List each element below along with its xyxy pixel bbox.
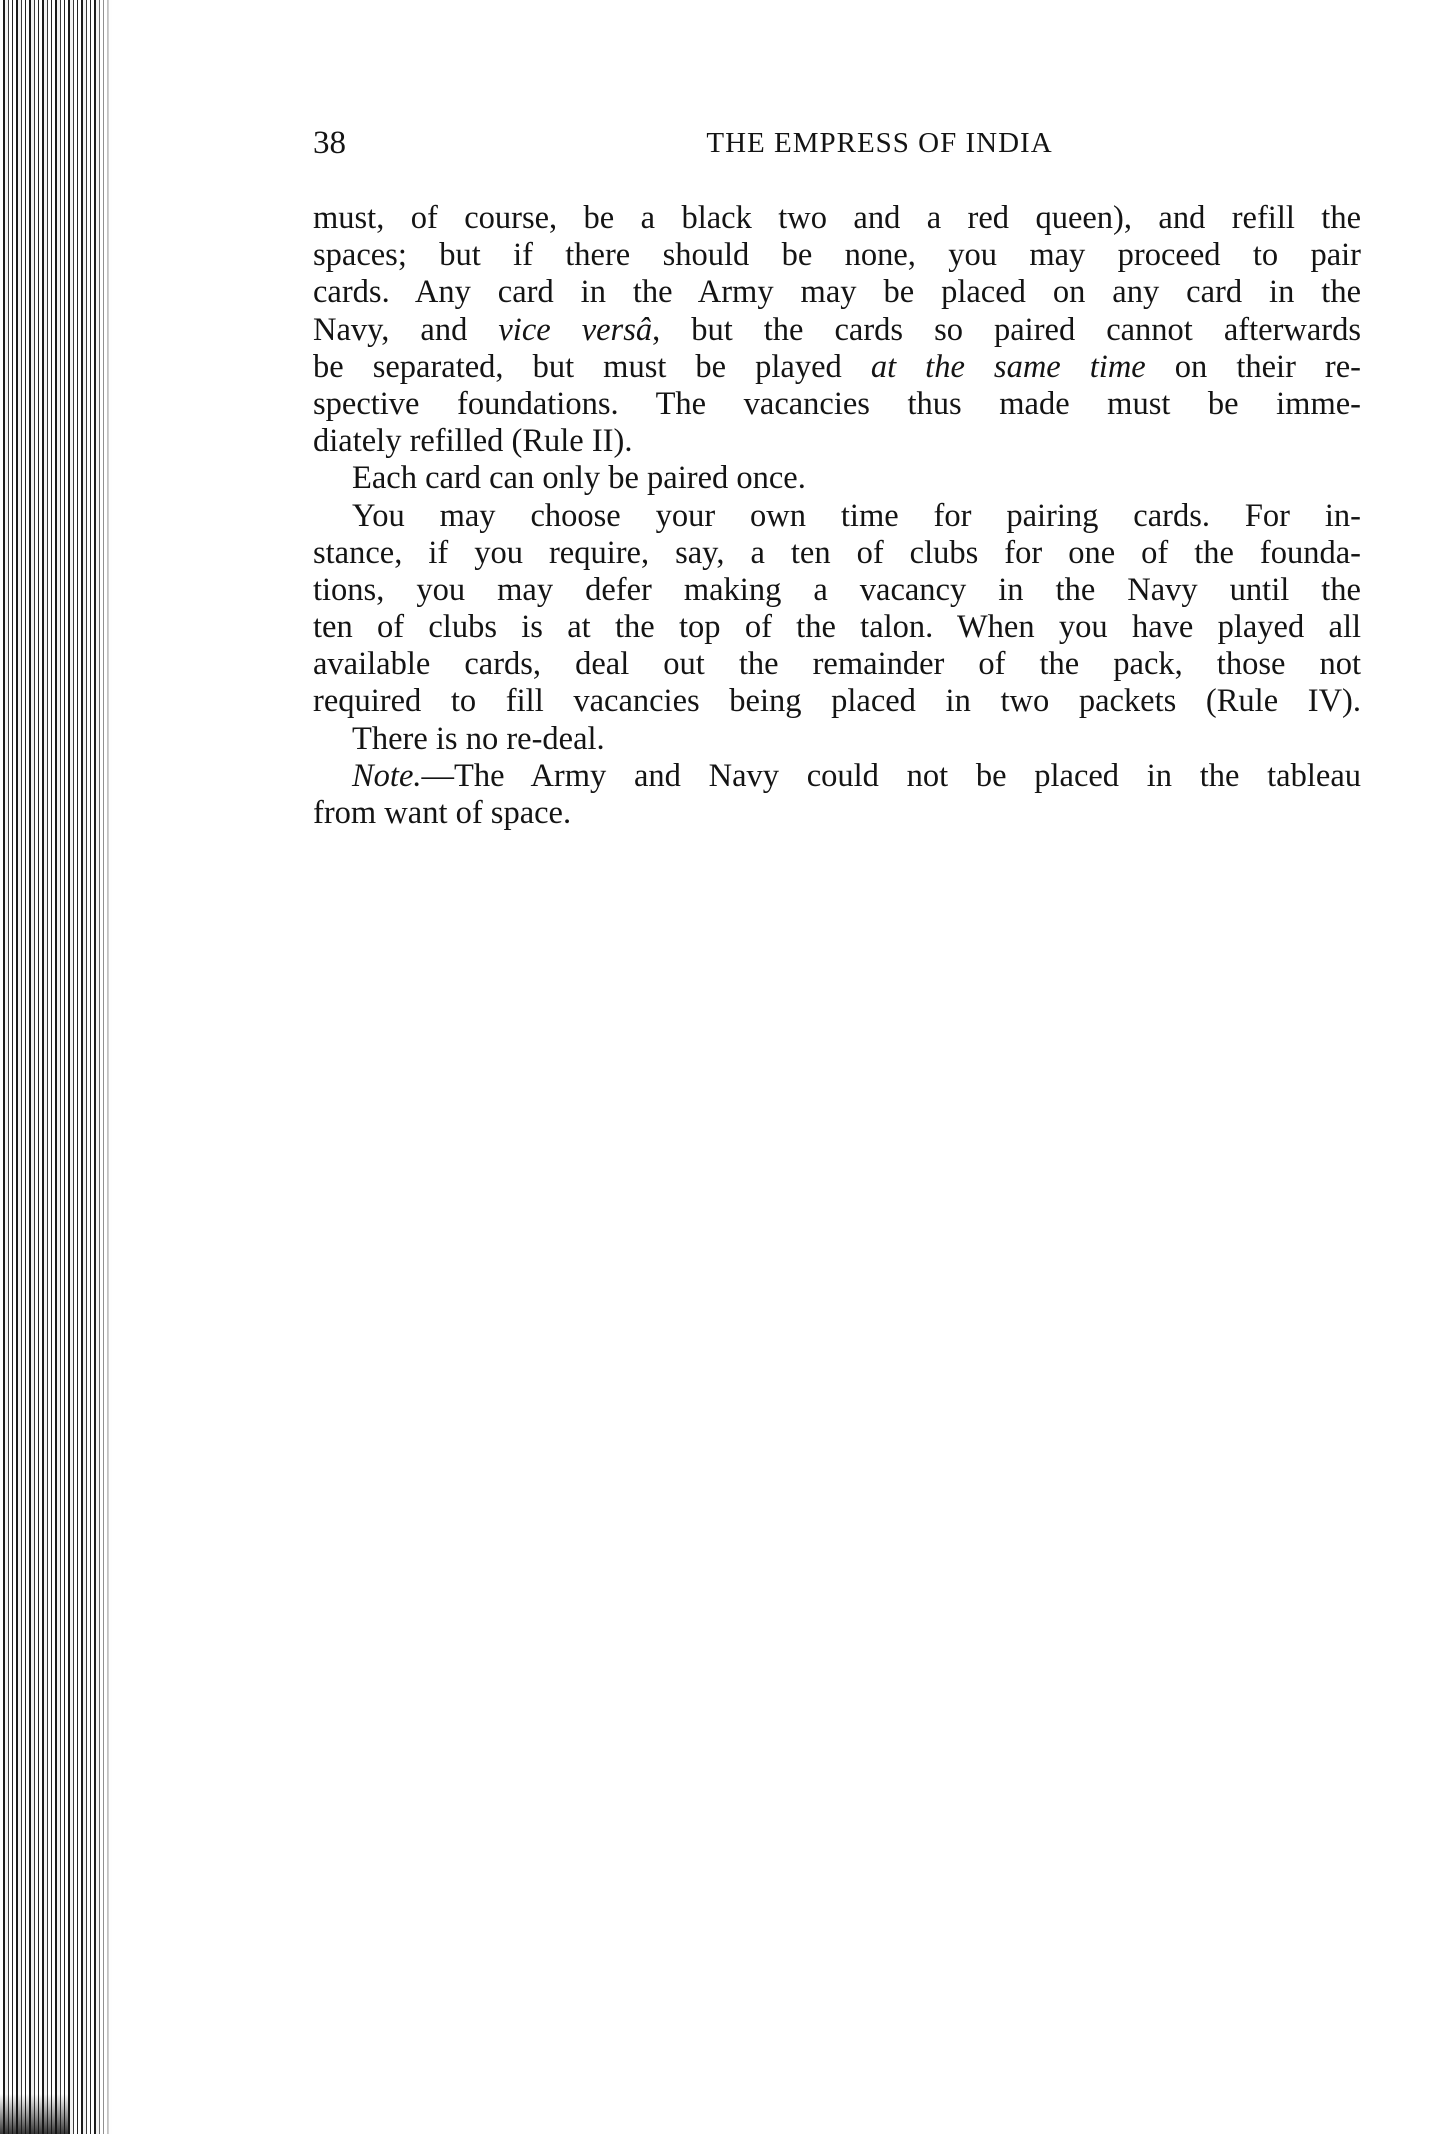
text-run: Each card can only be paired once.	[352, 460, 806, 497]
text-run: spaces; but if there should be none, you may proceed to pair	[313, 237, 1361, 274]
text-line	[313, 349, 1361, 386]
text-line	[313, 423, 1361, 460]
page-header	[313, 123, 1361, 163]
page-edge-shadow	[0, 2094, 70, 2134]
text-run: diately refilled (Rule II).	[313, 423, 633, 460]
text-line	[313, 683, 1361, 720]
text-line	[313, 572, 1361, 609]
italic-text: at the same time	[870, 348, 1146, 385]
text-line	[313, 274, 1361, 311]
page-edge-binding	[0, 0, 112, 2134]
text-run: , but the cards so paired cannot afterwards	[652, 311, 1361, 348]
text-line	[313, 200, 1361, 237]
text-run: You may choose your own time for pairing cards. For in-	[352, 497, 1361, 534]
running-head: THE EMPRESS OF INDIA	[706, 127, 1053, 159]
text-run: stance, if you require, say, a ten of clubs for one of the founda-	[313, 534, 1361, 571]
text-run: on their re-	[1145, 348, 1362, 385]
text-line	[313, 237, 1361, 274]
text-run: spective foundations. The vacancies thus made must be imme-	[313, 385, 1361, 422]
text-run: required to fill vacancies being placed in two packets (Rule IV).	[313, 683, 1361, 720]
text-line	[313, 535, 1361, 572]
text-run: There is no re-deal.	[352, 720, 605, 757]
text-run: available cards, deal out the remainder of the pack, those not	[313, 646, 1361, 683]
text-run: cards. Any card in the Army may be placed on any card in the	[313, 274, 1361, 311]
text-line	[313, 646, 1361, 683]
text-run: from want of space.	[313, 795, 572, 831]
page-number: 38	[313, 125, 346, 161]
text-run: —The Army and Navy could not be placed in the tableau	[421, 757, 1361, 794]
text-line	[313, 721, 1361, 758]
italic-text: vice versâ	[498, 311, 653, 348]
text-run: must, of course, be a black two and a red queen), and refill the	[313, 200, 1361, 236]
body-text	[313, 200, 1361, 832]
text-line	[313, 609, 1361, 646]
italic-text: Note.	[352, 757, 422, 794]
text-run: Navy, and	[313, 311, 499, 348]
text-line	[313, 498, 1361, 535]
text-run: ten of clubs is at the top of the talon. When you have played all	[313, 609, 1361, 646]
text-line	[313, 758, 1361, 795]
text-line	[313, 460, 1361, 497]
text-line	[313, 386, 1361, 423]
text-run: be separated, but must be played	[313, 348, 871, 385]
text-line	[313, 312, 1361, 349]
text-line	[313, 795, 1361, 832]
text-run: tions, you may defer making a vacancy in the Navy until the	[313, 571, 1361, 608]
